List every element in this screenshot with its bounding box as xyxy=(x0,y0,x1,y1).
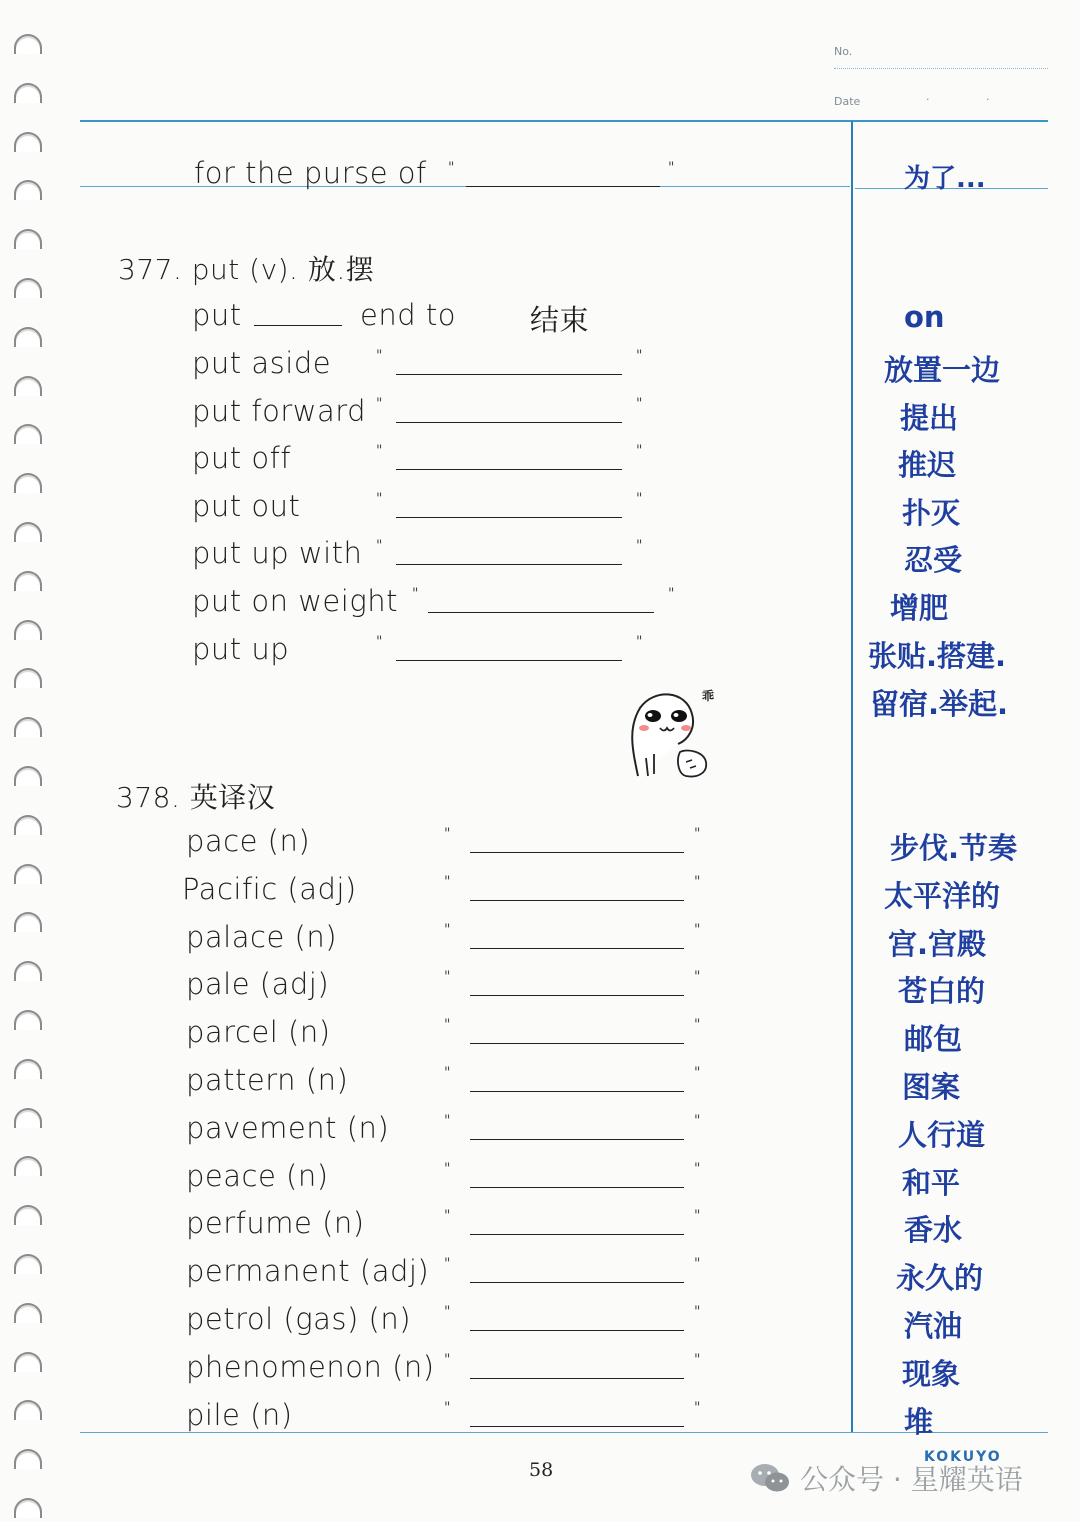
answer-blank xyxy=(396,469,622,470)
answer-text: 汽油 xyxy=(904,1309,963,1343)
close-quote: " xyxy=(668,160,675,176)
wechat-icon xyxy=(750,1462,790,1494)
phrase: put off xyxy=(192,441,292,475)
answer-blank xyxy=(470,1282,684,1283)
answer-text: 永久的 xyxy=(896,1261,984,1295)
vocab-word: pace (n) xyxy=(186,824,311,858)
date-dot: · xyxy=(986,93,990,106)
close-quote: " xyxy=(694,1113,701,1129)
open-quote: " xyxy=(376,491,383,507)
answer-blank xyxy=(470,1234,684,1235)
close-quote: " xyxy=(694,1256,701,1272)
binder-ring xyxy=(14,571,42,591)
close-quote: " xyxy=(694,874,701,890)
open-quote: " xyxy=(376,538,383,554)
answer-blank xyxy=(470,900,684,901)
vocab-word: perfume (n) xyxy=(186,1206,365,1240)
binder-ring xyxy=(14,1254,42,1274)
answer-text: 人行道 xyxy=(898,1118,986,1152)
binder-ring xyxy=(14,1108,42,1128)
binder-ring xyxy=(14,1400,42,1420)
open-quote: " xyxy=(376,443,383,459)
open-quote: " xyxy=(444,1304,451,1320)
close-quote: " xyxy=(694,1304,701,1320)
vocab-word: peace (n) xyxy=(186,1159,329,1193)
open-quote: " xyxy=(376,396,383,412)
binder-ring xyxy=(14,132,42,152)
open-quote: " xyxy=(448,160,455,176)
close-quote: " xyxy=(694,1017,701,1033)
answer-text: 提出 xyxy=(900,401,959,435)
binder-ring xyxy=(14,1352,42,1372)
answer-text: on xyxy=(904,300,945,334)
binder-ring xyxy=(14,912,42,932)
phrase-note: 结束 xyxy=(530,303,590,337)
answer-text: 放置一边 xyxy=(884,353,1001,387)
binder-ring xyxy=(14,717,42,737)
vocab-word: pattern (n) xyxy=(186,1063,349,1097)
phrase: put on weight xyxy=(192,584,398,618)
open-quote: " xyxy=(444,874,451,890)
fill-blank xyxy=(254,325,342,326)
answer-blank xyxy=(470,1043,684,1044)
binder-ring xyxy=(14,34,42,54)
intro-text: for the purse of xyxy=(194,156,427,190)
open-quote: " xyxy=(444,1065,451,1081)
brand-logo: KOKUYO xyxy=(924,1449,1002,1465)
answer-blank xyxy=(470,852,684,853)
binder-ring xyxy=(14,83,42,103)
answer-blank xyxy=(428,612,654,613)
answer-text: 邮包 xyxy=(904,1022,963,1056)
answer-blank xyxy=(470,1330,684,1331)
close-quote: " xyxy=(636,538,643,554)
binder-ring xyxy=(14,961,42,981)
phrase: put up with xyxy=(192,536,363,570)
open-quote: " xyxy=(444,1208,451,1224)
vocab-word: phenomenon (n) xyxy=(186,1350,435,1384)
open-quote: " xyxy=(412,586,419,602)
open-quote: " xyxy=(376,348,383,364)
phrase: put forward xyxy=(192,394,367,428)
binder-ring xyxy=(14,1303,42,1323)
binder-ring xyxy=(14,1498,42,1518)
answer-text: 苍白的 xyxy=(898,974,986,1008)
watermark xyxy=(750,1458,1023,1498)
answer-blank xyxy=(396,660,622,661)
binder-ring xyxy=(14,180,42,200)
open-quote: " xyxy=(444,922,451,938)
answer-text: 和平 xyxy=(902,1166,961,1200)
phrase-part: end to xyxy=(360,298,456,332)
vocab-word: pale (adj) xyxy=(186,967,330,1001)
binder-ring xyxy=(14,1449,42,1469)
doodle-label: 乖 xyxy=(702,689,715,703)
answer-blank xyxy=(470,1139,684,1140)
answer-text: 现象 xyxy=(902,1357,961,1391)
binder-ring xyxy=(14,668,42,688)
no-field-line xyxy=(834,68,1048,69)
binder-ring xyxy=(14,1010,42,1030)
binder-ring xyxy=(14,229,42,249)
section-378-heading: 378. 英译汉 xyxy=(116,781,276,814)
phrase: put out xyxy=(192,489,301,523)
answer-text: 图案 xyxy=(902,1070,961,1104)
vocab-word: palace (n) xyxy=(186,920,338,954)
answer-text: 忍受 xyxy=(904,543,963,577)
watermark-text: 公众号 · 星耀英语 xyxy=(800,1463,1023,1496)
open-quote: " xyxy=(444,1256,451,1272)
binder-ring xyxy=(14,766,42,786)
section-377-heading: 377. put (v). 放.摆 xyxy=(118,253,375,286)
intro-answer: 为了... xyxy=(904,164,986,194)
close-quote: " xyxy=(636,348,643,364)
answer-blank xyxy=(396,564,622,565)
vocab-word: pavement (n) xyxy=(186,1111,390,1145)
open-quote: " xyxy=(444,1161,451,1177)
answer-blank xyxy=(466,186,660,187)
close-quote: " xyxy=(636,443,643,459)
open-quote: " xyxy=(444,969,451,985)
no-label: No. xyxy=(834,45,853,58)
answer-blank xyxy=(396,422,622,423)
vocab-word: pile (n) xyxy=(186,1398,293,1432)
binder-ring xyxy=(14,376,42,396)
answer-text: 张贴.搭建. xyxy=(868,639,1007,673)
answer-column-divider xyxy=(851,121,853,1432)
answer-blank xyxy=(470,1187,684,1188)
answer-blank xyxy=(470,1378,684,1379)
close-quote: " xyxy=(694,922,701,938)
answer-blank xyxy=(470,948,684,949)
phrase: put up xyxy=(192,632,290,666)
binder-ring xyxy=(14,522,42,542)
answer-text: 留宿.举起. xyxy=(870,687,1009,721)
binder-ring xyxy=(14,327,42,347)
binder-ring xyxy=(14,620,42,640)
answer-blank xyxy=(470,1091,684,1092)
binder-ring xyxy=(14,424,42,444)
open-quote: " xyxy=(444,1113,451,1129)
open-quote: " xyxy=(376,634,383,650)
close-quote: " xyxy=(694,1400,701,1416)
vocab-word: petrol (gas) (n) xyxy=(186,1302,412,1336)
close-quote: " xyxy=(668,586,675,602)
answer-blank xyxy=(396,517,622,518)
header-rule xyxy=(80,120,1048,122)
close-quote: " xyxy=(694,826,701,842)
binder-ring xyxy=(14,473,42,493)
answer-text: 宫.宫殿 xyxy=(888,927,987,961)
footer-rule xyxy=(80,1432,1048,1433)
binder-ring xyxy=(14,1205,42,1225)
answer-text: 香水 xyxy=(904,1213,963,1247)
phrase: put aside xyxy=(192,346,332,380)
answer-blank xyxy=(396,374,622,375)
close-quote: " xyxy=(636,491,643,507)
date-dot: · xyxy=(926,93,930,106)
answer-blank xyxy=(470,995,684,996)
open-quote: " xyxy=(444,1400,451,1416)
vocab-word: parcel (n) xyxy=(186,1015,331,1049)
answer-text: 堆 xyxy=(904,1405,934,1439)
close-quote: " xyxy=(694,1161,701,1177)
binder-ring xyxy=(14,815,42,835)
date-label: Date xyxy=(834,95,861,108)
vocab-word: permanent (adj) xyxy=(186,1254,430,1288)
close-quote: " xyxy=(694,1208,701,1224)
open-quote: " xyxy=(444,1017,451,1033)
binder-ring xyxy=(14,278,42,298)
close-quote: " xyxy=(636,396,643,412)
close-quote: " xyxy=(694,969,701,985)
close-quote: " xyxy=(636,634,643,650)
answer-text: 推迟 xyxy=(898,448,957,482)
page-number: 58 xyxy=(529,1459,554,1481)
binder-ring xyxy=(14,1156,42,1176)
open-quote: " xyxy=(444,1352,451,1368)
answer-text: 扑灭 xyxy=(902,496,961,530)
phrase-part: put xyxy=(192,298,242,332)
close-quote: " xyxy=(694,1065,701,1081)
vocab-word: Pacific (adj) xyxy=(182,872,357,906)
open-quote: " xyxy=(444,826,451,842)
answer-blank xyxy=(470,1426,684,1427)
binder-ring xyxy=(14,1059,42,1079)
close-quote: " xyxy=(694,1352,701,1368)
answer-text: 太平洋的 xyxy=(884,879,1001,913)
answer-text: 步伐.节奏 xyxy=(890,831,1018,865)
answer-text: 增肥 xyxy=(890,591,949,625)
binder-ring xyxy=(14,864,42,884)
